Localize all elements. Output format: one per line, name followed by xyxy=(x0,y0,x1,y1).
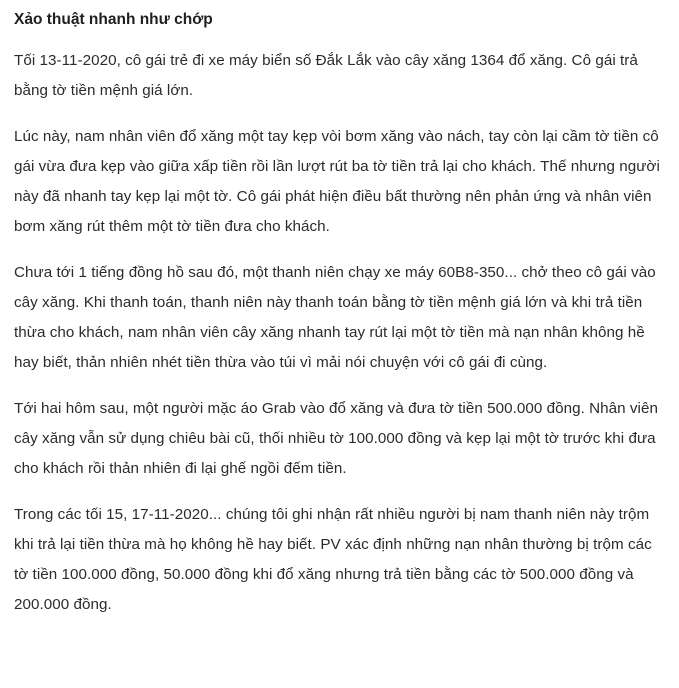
paragraph: Tối 13-11-2020, cô gái trẻ đi xe máy biển số Đắk Lắk vào cây xăng 1364 đổ xăng. Cô gái trả bằng tờ tiền mệnh giá lớn. xyxy=(14,52,638,99)
article-heading: Xảo thuật nhanh như chớp xyxy=(14,11,213,28)
paragraph: Lúc này, nam nhân viên đổ xăng một tay kẹp vòi bơm xăng vào nách, tay còn lại cầm tờ tiền cô gái vừa đưa kẹp vào giữa xấp tiền rồi lần lượt rút ba tờ tiền trả lại cho khách. Thế nhưng người này đã nhanh tay kẹp lại một tờ. Cô gái phát hiện điều bất thường nên phản ứng và nhân viên bơm xăng rút thêm một tờ tiền đưa cho khách. xyxy=(14,128,660,235)
paragraph: Trong các tối 15, 17-11-2020... chúng tôi ghi nhận rất nhiều người bị nam thanh niên này trộm khi trả lại tiền thừa mà họ không hề hay biết. PV xác định những nạn nhân thường bị trộm các tờ tiền 100.000 đồng, 50.000 đồng khi đổ xăng nhưng trả tiền bằng các tờ 500.000 đồng và 200.000 đồng. xyxy=(14,506,652,613)
paragraph: Chưa tới 1 tiếng đồng hồ sau đó, một thanh niên chạy xe máy 60B8-350... chở theo cô gái vào cây xăng. Khi thanh toán, thanh niên này thanh toán bằng tờ tiền mệnh giá lớn và khi trả tiền thừa cho khách, nam nhân viên cây xăng nhanh tay rút lại một tờ tiền mà nạn nhân không hề hay biết, thản nhiên nhét tiền thừa vào túi vì mải nói chuyện với cô gái đi cùng. xyxy=(14,264,656,371)
paragraph: Tới hai hôm sau, một người mặc áo Grab vào đổ xăng và đưa tờ tiền 500.000 đồng. Nhân viên cây xăng vẫn sử dụng chiêu bài cũ, thối nhiều tờ 100.000 đồng và kẹp lại một tờ trước khi đưa cho khách rồi thản nhiên đi lại ghế ngồi đếm tiền. xyxy=(14,400,658,477)
